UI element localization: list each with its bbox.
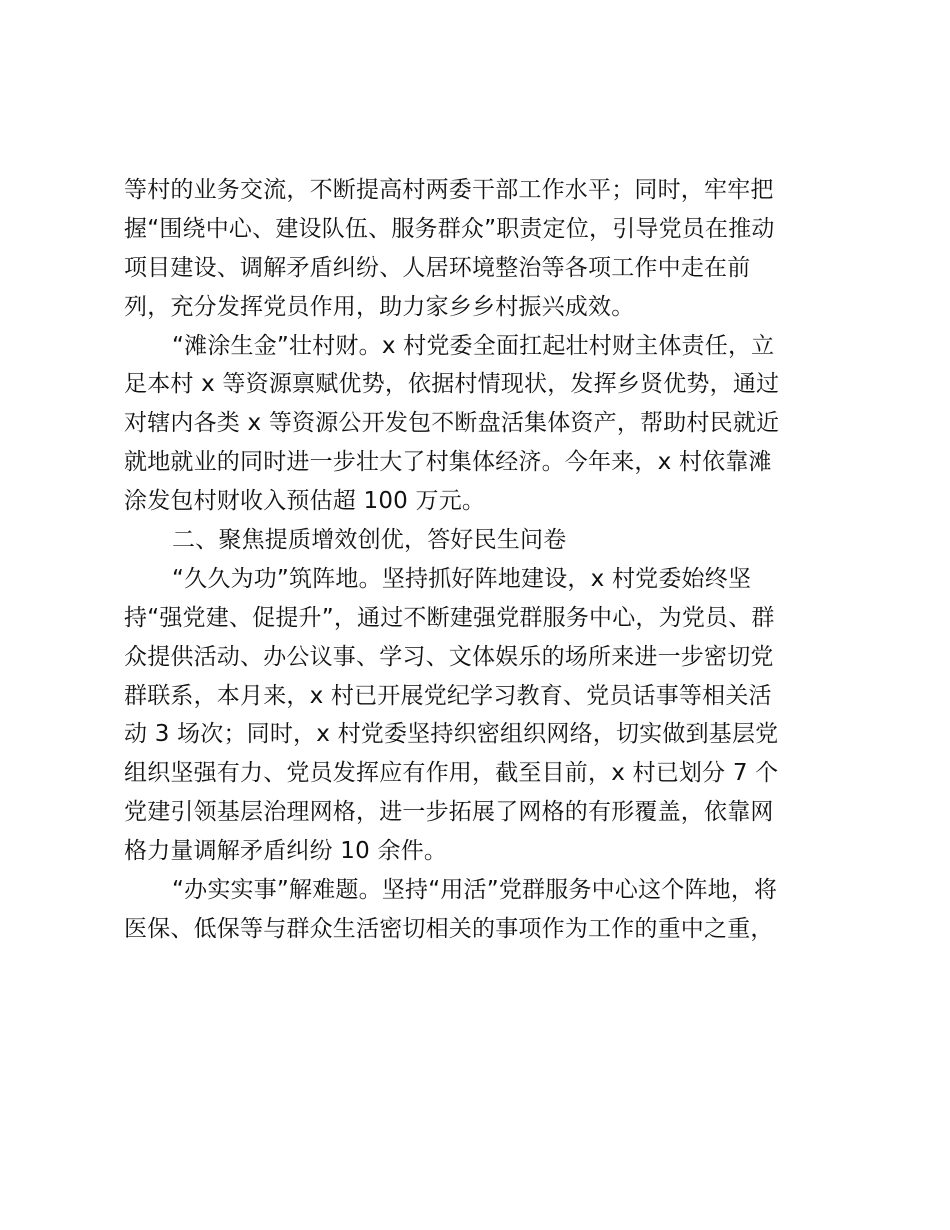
text-line: 对辖内各类 x 等资源公开发包不断盘活集体资产，帮助村民就近 xyxy=(124,410,780,437)
text-line: 持“强党建、促提升”，通过不断建强党群服务中心，为党员、群 xyxy=(124,604,775,631)
text-line: 群联系，本月来，x 村已开展党纪学习教育、党员话事等相关活 xyxy=(124,682,772,709)
section-heading: 二、聚焦提质增效创优，答好民生问卷 xyxy=(172,527,567,554)
text-line: 医保、低保等与群众生活密切相关的事项作为工作的重中之重， xyxy=(124,915,774,942)
text-line: 足本村 x 等资源禀赋优势，依据村情现状，发挥乡贤优势，通过 xyxy=(124,371,780,398)
paragraph-start-line: “久久为功”筑阵地。坚持抓好阵地建设，x 村党委始终坚 xyxy=(172,565,752,592)
text-line: 动 3 场次；同时，x 村党委坚持织密组织网络，切实做到基层党 xyxy=(124,721,779,748)
paragraph-start-line: “滩涂生金”壮村财。x 村党委全面扛起壮村财主体责任，立 xyxy=(172,332,775,359)
text-line: 就地就业的同时进一步壮大了村集体经济。今年来，x 村依靠滩 xyxy=(124,449,772,476)
text-line: 涂发包村财收入预估超 100 万元。 xyxy=(124,488,486,515)
text-line: 等村的业务交流，不断提高村两委干部工作水平；同时，牢牢把 xyxy=(124,177,774,203)
text-line: 握“围绕中心、建设队伍、服务群众”职责定位，引导党员在推动 xyxy=(124,215,775,242)
text-line: 列，充分发挥党员作用，助力家乡乡村振兴成效。 xyxy=(124,293,635,320)
text-line: 格力量调解矛盾纠纷 10 余件。 xyxy=(124,838,448,865)
body-text xyxy=(124,171,824,949)
text-line: 党建引领基层治理网格，进一步拓展了网格的有形覆盖，依靠网 xyxy=(124,799,774,826)
text-line: 众提供活动、办公议事、学习、文体娱乐的场所来进一步密切党 xyxy=(124,643,774,670)
text-line: 项目建设、调解矛盾纠纷、人居环境整治等各项工作中走在前 xyxy=(124,254,751,281)
paragraph-start-line: “办实实事”解难题。坚持“用活”党群服务中心这个阵地，将 xyxy=(172,877,778,904)
text-line: 组织坚强有力、党员发挥应有作用，截至目前，x 村已划分 7 个 xyxy=(124,760,779,787)
